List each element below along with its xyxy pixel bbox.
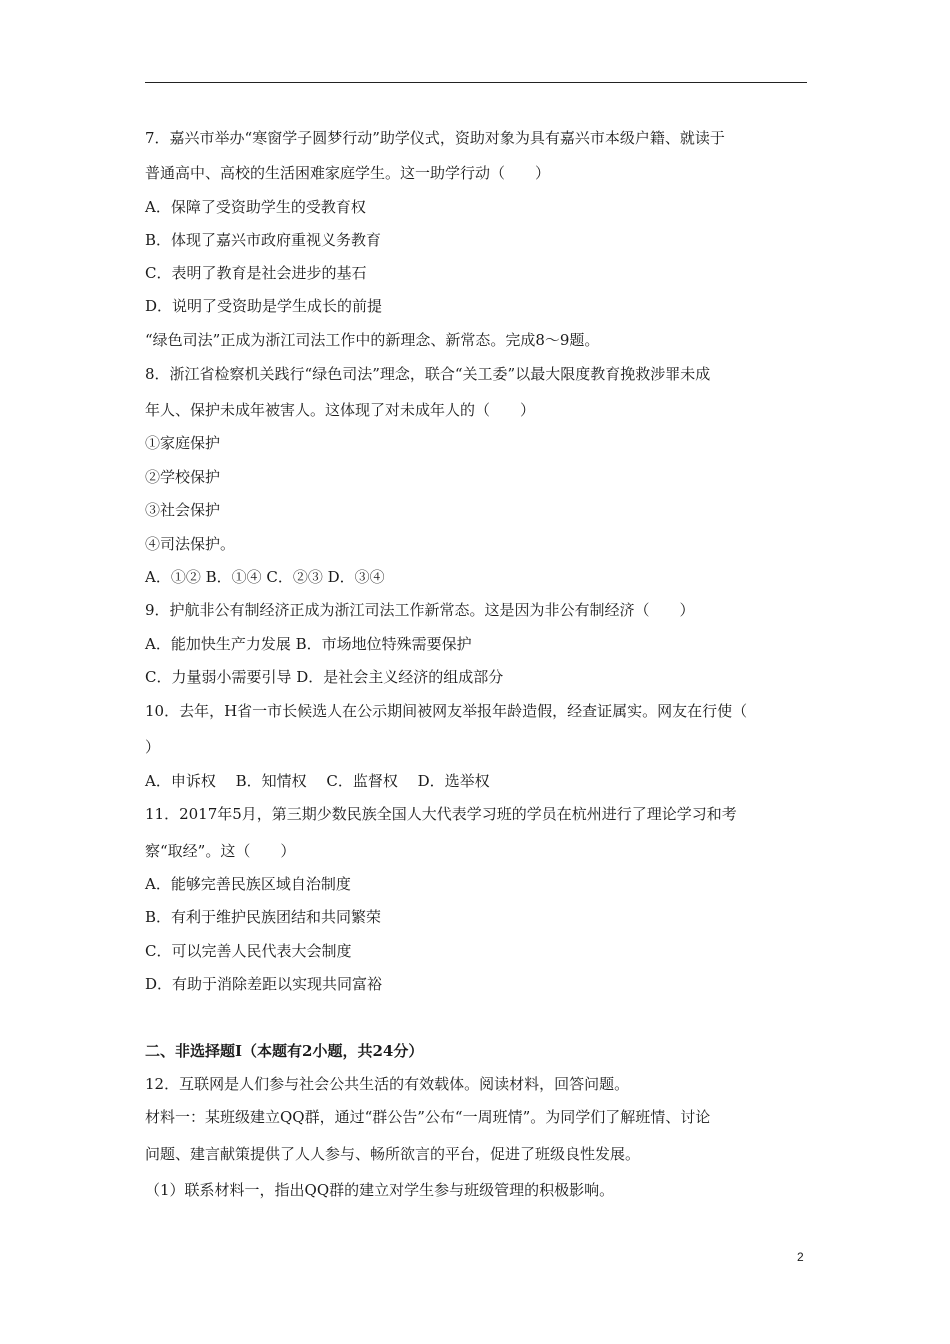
q8-stem-line2: 年人、保护未成年被害人。这体现了对未成年人的（ ）: [145, 401, 536, 419]
q10-stem-line1: 10．去年，H省一市长候选人在公示期间被网友举报年龄造假，经查证属实。网友在行使（: [145, 702, 748, 720]
q8-item-4: ④司法保护。: [145, 535, 236, 553]
q9-options-ab: A．能加快生产力发展 B．市场地位特殊需要保护: [145, 635, 472, 653]
q7-stem-line1: 7．嘉兴市举办“寒窗学子圆梦行动”助学仪式，资助对象为具有嘉兴市本级户籍、就读于: [145, 129, 725, 147]
q7-option-c: C．表明了教育是社会进步的基石: [145, 264, 367, 282]
q10-options: A．申诉权 B．知情权 C．监督权 D．选举权: [145, 772, 490, 790]
q11-stem-line2: 察“取经”。这（ ）: [145, 842, 296, 860]
page-number: 2: [797, 1250, 804, 1264]
q7-option-d: D．说明了受资助是学生成长的前提: [145, 297, 383, 315]
q11-stem-line1: 11．2017年5月，第三期少数民族全国人大代表学习班的学员在杭州进行了理论学习和考: [145, 805, 737, 823]
q12-subquestion-1: （1）联系材料一，指出QQ群的建立对学生参与班级管理的积极影响。: [145, 1181, 615, 1199]
q7-stem-line2: 普通高中、高校的生活困难家庭学生。这一助学行动（ ）: [145, 164, 551, 182]
q7-option-b: B．体现了嘉兴市政府重视义务教育: [145, 231, 382, 249]
q7-option-a: A．保障了受资助学生的受教育权: [145, 198, 366, 216]
q12-stem: 12．互联网是人们参与社会公共生活的有效载体。阅读材料，回答问题。: [145, 1075, 630, 1093]
q11-option-c: C．可以完善人民代表大会制度: [145, 942, 352, 960]
q8-9-intro: “绿色司法”正成为浙江司法工作中的新理念、新常态。完成8～9题。: [145, 331, 600, 349]
q11-option-d: D．有助于消除差距以实现共同富裕: [145, 975, 383, 993]
q10-stem-line2: ）: [145, 738, 161, 756]
q9-stem: 9．护航非公有制经济正成为浙江司法工作新常态。这是因为非公有制经济（ ）: [145, 601, 695, 619]
q8-options: A．①② B．①④ C．②③ D．③④: [145, 568, 385, 586]
q8-item-3: ③社会保护: [145, 501, 221, 519]
q8-stem-line1: 8．浙江省检察机关践行“绿色司法”理念，联合“关工委”以最大限度教育挽救涉罪未成: [145, 365, 711, 383]
q9-options-cd: C．力量弱小需要引导 D．是社会主义经济的组成部分: [145, 668, 504, 686]
q12-material-line2: 问题、建言献策提供了人人参与、畅所欲言的平台，促进了班级良性发展。: [145, 1145, 641, 1163]
q12-material-line1: 材料一：某班级建立QQ群，通过“群公告”公布“一周班情”。为同学们了解班情、讨论: [145, 1108, 711, 1126]
section-heading: 二、非选择题Ⅰ（本题有2小题，共24分）: [145, 1042, 424, 1060]
q8-item-1: ①家庭保护: [145, 434, 221, 452]
header-rule: [145, 82, 807, 83]
q11-option-a: A．能够完善民族区域自治制度: [145, 875, 351, 893]
q11-option-b: B．有利于维护民族团结和共同繁荣: [145, 908, 382, 926]
q8-item-2: ②学校保护: [145, 468, 221, 486]
